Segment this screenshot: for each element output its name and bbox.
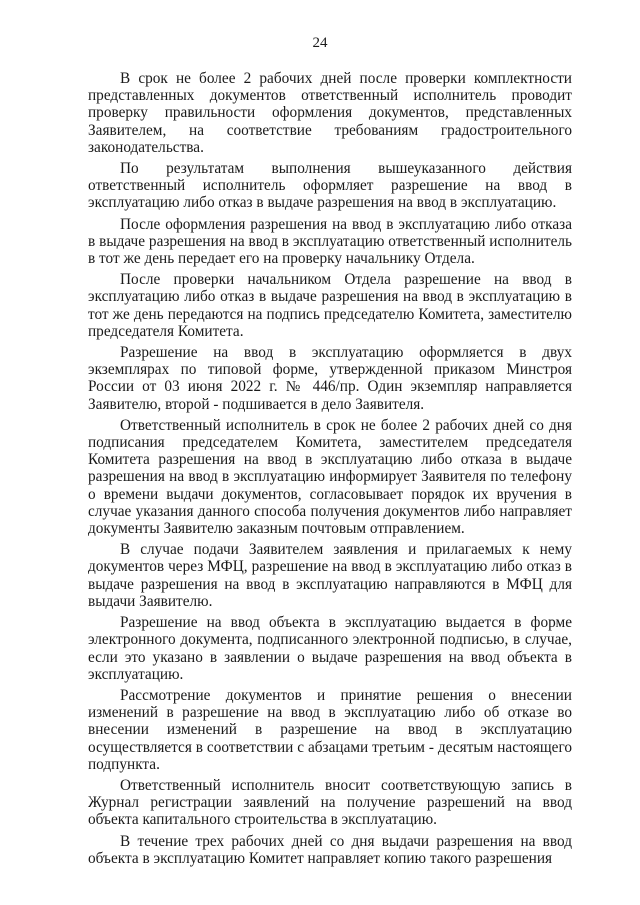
paragraph-2: По результатам выполнения вышеуказанного действия ответственный исполнитель оформляет разрешение на ввод в эксплуатацию либо отказ в выдаче разрешения на ввод в эксплуатацию. bbox=[88, 160, 572, 212]
paragraph-5: Разрешение на ввод в эксплуатацию оформляется в двух экземплярах по типовой форме, утвержденной приказом Минстроя России от 03 июня 2022 г. № 446/пр. Один экземпляр направляется Заявителю, второй - подшивается в дело Заявителя. bbox=[88, 344, 572, 413]
paragraph-8: Разрешение на ввод объекта в эксплуатацию выдается в форме электронного документа, подписанного электронной подписью, в случае, если это указано в заявлении о выдаче разрешения на ввод объекта в эксплуатацию. bbox=[88, 614, 572, 683]
paragraph-11: В течение трех рабочих дней со дня выдачи разрешения на ввод объекта в эксплуатацию Комитет направляет копию такого разрешения bbox=[88, 832, 572, 867]
paragraph-6: Ответственный исполнитель в срок не более 2 рабочих дней со дня подписания председателем Комитета, заместителем председателя Комитета разрешения на ввод в эксплуатацию либо отказа в выдаче разрешения на ввод в эксплуатацию информирует Заявителя по телефону о времени выдачи документов, согласовывает порядок их вручения в случае указания данного способа получения документов либо направляет документы Заявителю заказным почтовым отправлением. bbox=[88, 416, 572, 538]
paragraph-10: Ответственный исполнитель вносит соответствующую запись в Журнал регистрации заявлений на получение разрешений на ввод объекта капитального строительства в эксплуатацию. bbox=[88, 776, 572, 829]
paragraph-4: После проверки начальником Отдела разрешение на ввод в эксплуатацию либо отказ в выдаче разрешения на ввод в эксплуатацию в тот же день передаются на подпись председателю Комитета, заместителю председателя Комитета. bbox=[88, 271, 572, 340]
paragraph-3: После оформления разрешения на ввод в эксплуатацию либо отказа в выдаче разрешения на ввод в эксплуатацию ответственный исполнитель в тот же день передает его на проверку начальнику Отдела. bbox=[88, 215, 572, 268]
page-number: 24 bbox=[312, 35, 328, 51]
paragraph-7: В случае подачи Заявителем заявления и прилагаемых к нему документов через МФЦ, разрешение на ввод в эксплуатацию либо отказ в выдаче разрешения на ввод в эксплуатацию направляются в МФЦ для выдачи Заявителю. bbox=[88, 541, 572, 610]
paragraph-9: Рассмотрение документов и принятие решения о внесении изменений в разрешение на ввод в эксплуатацию либо об отказе во внесении изменений в разрешение на ввод в эксплуатацию осуществляется в соответствии с абзацами третьим - десятым настоящего подпункта. bbox=[88, 686, 572, 773]
paragraph-1: В срок не более 2 рабочих дней после проверки комплектности представленных документов ответственный исполнитель проводит проверку правильности оформления документов, представленных Заявителем, на соответствие требованиям градостроительного законодательства. bbox=[88, 70, 572, 156]
document-body bbox=[88, 70, 572, 871]
